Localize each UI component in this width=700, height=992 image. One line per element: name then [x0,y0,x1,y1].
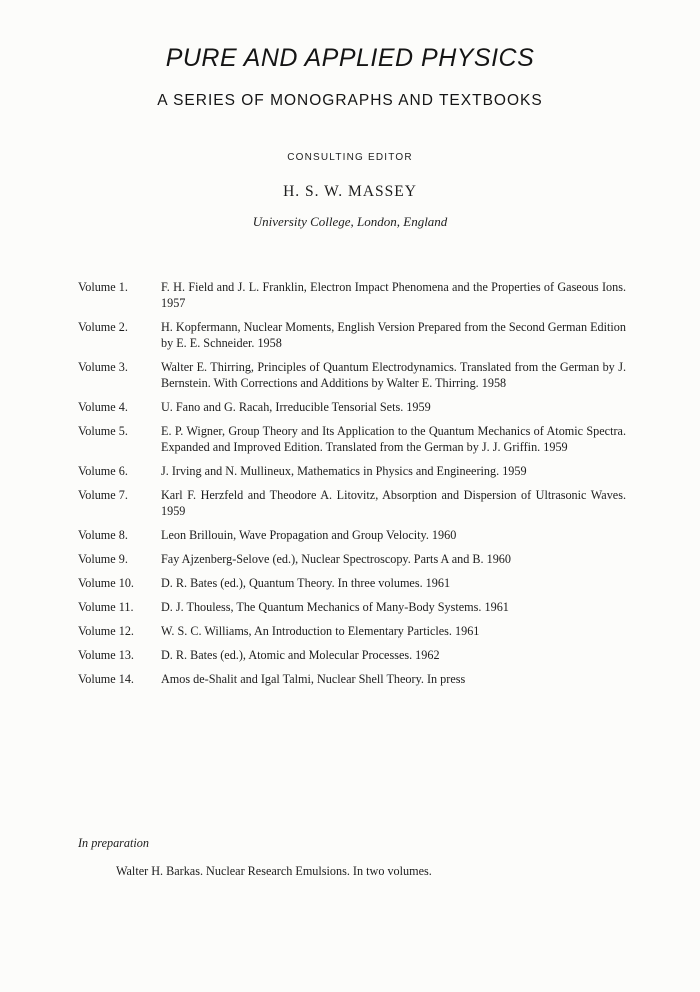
volume-number: Volume 8. [78,528,128,542]
volume-entry: Leon Brillouin, Wave Propagation and Group Velocity. 1960 [161,528,457,542]
list-item [78,463,626,479]
volume-number: Volume 1. [78,280,128,294]
volume-number: Volume 3. [78,360,128,374]
list-item [78,551,626,567]
volume-number: Volume 13. [78,648,134,662]
list-item [78,423,626,455]
list-item [78,319,626,351]
volume-number: Volume 2. [78,320,128,334]
list-item [78,527,626,543]
list-item [78,671,626,687]
series-subtitle: A SERIES OF MONOGRAPHS AND TEXTBOOKS [157,92,543,109]
list-item [78,575,626,591]
volume-entry: D. R. Bates (ed.), Quantum Theory. In three volumes. 1961 [161,576,451,590]
volume-number: Volume 12. [78,624,134,638]
editor-name: H. S. W. MASSEY [283,183,417,200]
volume-number: Volume 10. [78,576,134,590]
volume-number: Volume 5. [78,424,128,438]
volume-list [78,279,626,695]
series-title: PURE AND APPLIED PHYSICS [165,44,535,72]
volume-entry: D. R. Bates (ed.), Atomic and Molecular Processes. 1962 [161,648,440,662]
list-item [78,279,626,311]
volume-entry: E. P. Wigner, Group Theory and Its Application to the Quantum Mechanics of Atomic Spectra. Expanded and Improved Edition. Translated from the German by J. J. Griffin. 1959 [161,424,626,454]
list-item [78,647,626,663]
volume-number: Volume 11. [78,600,134,614]
volume-number: Volume 7. [78,488,128,502]
volume-entry: W. S. C. Williams, An Introduction to Elementary Particles. 1961 [161,624,480,638]
volume-number: Volume 14. [78,672,134,686]
list-item [78,623,626,639]
volume-entry: F. H. Field and J. L. Franklin, Electron Impact Phenomena and the Properties of Gaseous Ions. 1957 [161,280,626,310]
volume-entry: J. Irving and N. Mullineux, Mathematics in Physics and Engineering. 1959 [161,464,527,478]
list-item [78,399,626,415]
volume-entry: U. Fano and G. Racah, Irreducible Tensorial Sets. 1959 [161,400,431,414]
list-item [78,599,626,615]
editor-affiliation: University College, London, England [252,214,448,229]
volume-entry: D. J. Thouless, The Quantum Mechanics of Many-Body Systems. 1961 [161,600,509,614]
volume-number: Volume 4. [78,400,128,414]
volume-number: Volume 9. [78,552,128,566]
volume-number: Volume 6. [78,464,128,478]
volume-entry: Walter E. Thirring, Principles of Quantum Electrodynamics. Translated from the German by J. Bernstein. With Corrections and Additions by Walter E. Thirring. 1958 [161,360,626,390]
in-preparation-label: In preparation [78,836,149,850]
editor-label: CONSULTING EDITOR [287,152,413,163]
list-item [78,359,626,391]
volume-entry: H. Kopfermann, Nuclear Moments, English Version Prepared from the Second German Edition by E. E. Schneider. 1958 [161,320,626,350]
list-item [78,487,626,519]
volume-entry: Fay Ajzenberg-Selove (ed.), Nuclear Spectroscopy. Parts A and B. 1960 [161,552,511,566]
volume-entry: Amos de-Shalit and Igal Talmi, Nuclear Shell Theory. In press [161,672,466,686]
in-preparation-item: Walter H. Barkas. Nuclear Research Emulsions. In two volumes. [116,864,432,878]
volume-entry: Karl F. Herzfeld and Theodore A. Litovitz, Absorption and Dispersion of Ultrasonic Waves. 1959 [161,488,626,518]
